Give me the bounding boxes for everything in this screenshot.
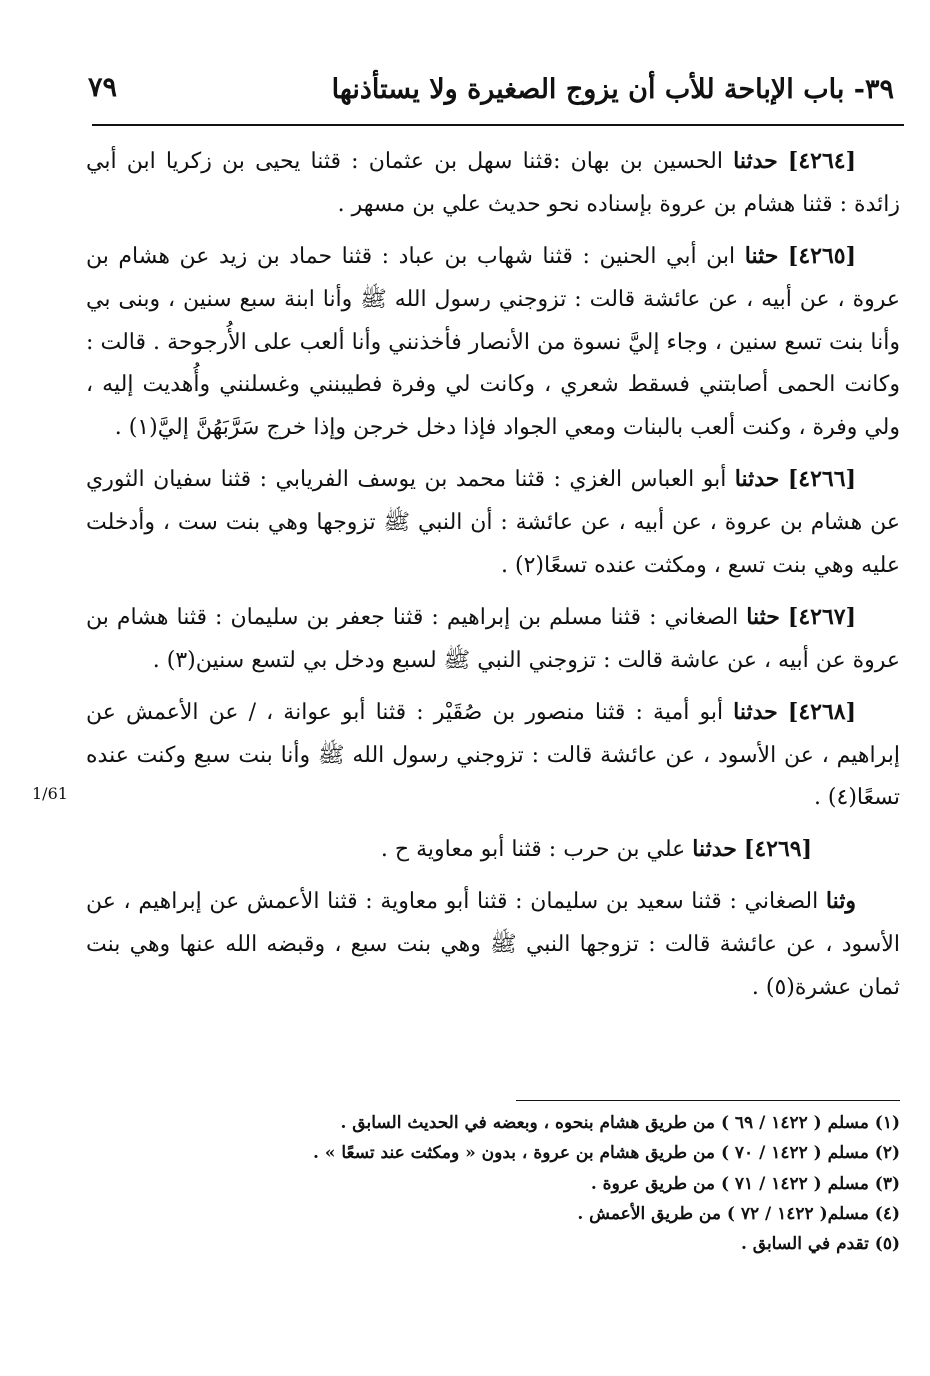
body-text xyxy=(86,140,900,1018)
hadith-paragraph xyxy=(86,458,900,588)
hadith-text: ابن أبي الحنين : قثنا شهاب بن عباد : قثنا حماد بن زيد عن هشام بن عروة ، عن أبيه ، عن عائشة قالت : تزوجني رسول الله ﷺ وأنا ابنة سبع سنين ، وبنى بي وأنا بنت تسع سنين ، وجاء إليَّ نسوة من الأنصار فأخذنني وأنا ألعب على الأُرجوحة . قالت : وكانت الحمى أصابتني فسقط شعري ، وكانت لي وفرة فطيبنني وغسلنني وأُهديت إليه ، ولي وفرة ، وكنت ألعب بالبنات ومعي الجواد فإذا دخل خرجن وإذا خرج سَرَّبَهُنَّ إليَّ(١) . xyxy=(86,243,900,441)
hadith-number: [٤٢٦٥] xyxy=(787,242,856,269)
hadith-text: الصغاني : قثنا سعيد بن سليمان : قثنا أبو معاوية : قثنا الأعمش عن إبراهيم ، عن الأسود ، عن عائشة قالت : تزوجها النبي ﷺ وهي بنت سبع ، وقبضه الله عنها وهي بنت ثمان عشرة(٥) . xyxy=(86,889,900,1001)
footnote: (٥) تقدم في السابق . xyxy=(740,1234,900,1254)
footnote: (٤) مسلم( ١٤٢٢ / ٧٢ ) من طريق الأعمش . xyxy=(577,1203,900,1224)
hadith-text: الصغاني : قثنا مسلم بن إبراهيم : قثنا جعفر بن سليمان : قثنا هشام بن عروة عن أبيه ، عن عاشة قالت : تزوجني النبي ﷺ لسبع ودخل بي لتسع سنين(٣) . xyxy=(86,604,900,673)
narration-keyword: حدثنا xyxy=(734,466,780,493)
footnotes xyxy=(300,1108,900,1259)
hadith-number: [٤٢٦٦] xyxy=(787,466,856,493)
hadith-text: أبو أمية : قثنا منصور بن صُقَيْر : قثنا أبو عوانة ، / عن الأعمش عن إبراهيم ، عن الأسود ، عن عائشة قالت : تزوجني رسول الله ﷺ وأنا بنت سبع وكنت عنده تسعًا(٤) . xyxy=(86,699,900,811)
hadith-number: [٤٢٦٨] xyxy=(787,698,857,725)
hadith-number: [٤٢٦٩] xyxy=(743,836,812,863)
hadith-text: أبو العباس الغزي : قثنا محمد بن يوسف الفريابي : قثنا سفيان الثوري عن هشام بن عروة ، عن أبيه ، عن عائشة : أن النبي ﷺ تزوجها وهي بنت ست ، وأدخلت عليه وهي بنت تسع ، ومكثت عنده تسعًا(٢) . xyxy=(86,467,900,579)
hadith-number: [٤٢٦٧] xyxy=(787,603,856,630)
narration-keyword: حدثنا xyxy=(733,148,778,174)
narration-keyword: حثنا xyxy=(746,603,780,630)
footnote-rule xyxy=(516,1100,900,1101)
hadith-paragraph xyxy=(86,140,900,227)
hadith-paragraph-continuation xyxy=(86,880,900,1010)
hadith-text: الحسين بن بهان :قثنا سهل بن عثمان : قثنا يحيى بن زكريا ابن أبي زائدة : قثنا هشام بن عروة بإسناده نحو حديث علي بن مسهر . xyxy=(86,149,900,217)
narration-keyword: وثنا xyxy=(825,888,857,915)
footnote: (١) مسلم ( ١٤٢٢ / ٦٩ ) من طريق هشام بنحوه ، وبعضه في الحديث السابق . xyxy=(340,1113,900,1133)
footnote: (٣) مسلم ( ١٤٢٢ / ٧١ ) من طريق عروة . xyxy=(590,1173,900,1194)
chapter-title: ٣٩- باب الإباحة للأب أن يزوج الصغيرة ولا يستأذنها xyxy=(331,74,894,105)
narration-keyword: حثنا xyxy=(744,242,779,269)
header-rule xyxy=(92,124,904,126)
narration-keyword: حدثنا xyxy=(692,836,737,863)
hadith-paragraph xyxy=(86,691,900,821)
hadith-text: علي بن حرب : قثنا أبو معاوية ح . xyxy=(380,837,686,863)
margin-folio-ref: 1/61 xyxy=(32,784,68,803)
hadith-paragraph xyxy=(86,828,900,872)
hadith-paragraph xyxy=(86,596,900,683)
hadith-number: [٤٢٦٤] xyxy=(787,148,856,174)
hadith-paragraph xyxy=(86,235,900,450)
page-number: ٧٩ xyxy=(88,72,118,103)
narration-keyword: حدثنا xyxy=(733,698,778,725)
footnote: (٢) مسلم ( ١٤٢٢ / ٧٠ ) من طريق هشام بن عروة ، بدون « ومكثت عند تسعًا » . xyxy=(312,1143,900,1164)
